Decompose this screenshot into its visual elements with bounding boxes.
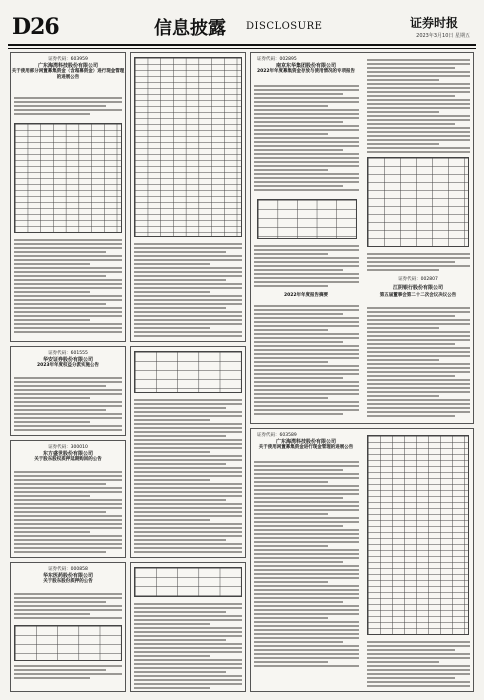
body-text <box>14 593 122 621</box>
notice-header: 证券代码：603589 <box>257 433 297 438</box>
issue-date-line: 2023年3月10日 星期五 <box>416 33 470 39</box>
notice-title: 2022年年度报告摘要 <box>283 293 329 298</box>
notice-block <box>10 346 126 436</box>
body-text <box>134 603 242 691</box>
notice-header: 证券代码：601555 <box>48 351 88 356</box>
masthead-rule <box>8 44 476 46</box>
notice-title: 2022年年度募集资金存放与使用情况的专项报告 <box>256 69 356 74</box>
body-text <box>367 641 470 689</box>
masthead <box>8 8 476 44</box>
notice-company: 华东医药股份有限公司 <box>42 573 93 579</box>
body-text <box>367 253 470 273</box>
notice-company: 江阴银行股份有限公司 <box>392 285 443 291</box>
body-text <box>254 245 359 289</box>
notice-title: 关于使用闲置募集资金进行现金管理的进展公告 <box>258 445 354 450</box>
notice-header: 证券代码：300010 <box>48 445 88 450</box>
notice-block <box>10 562 126 692</box>
section-title: 信息披露 <box>154 18 226 39</box>
data-table <box>134 567 242 597</box>
section-title-en: DISCLOSURE <box>246 21 323 32</box>
body-text <box>254 305 359 417</box>
notice-title: 关于股东股权质押延期购回的公告 <box>34 457 102 462</box>
data-table <box>257 199 357 239</box>
body-text <box>14 97 122 117</box>
notice-title: 第五届董事会第二十二次会议决议公告 <box>379 293 457 298</box>
notice-company: 华安证券股份有限公司 <box>42 357 93 363</box>
body-text <box>254 461 359 669</box>
data-table <box>14 625 122 661</box>
newspaper-logo: 证券时报 <box>409 16 458 30</box>
body-text <box>14 471 122 555</box>
notice-title: 关于使用部分闲置募集资金（含超募资金）进行现金管理的进展公告 <box>11 69 125 80</box>
body-text <box>14 239 122 335</box>
notice-title: 2023年年度权益分派实施公告 <box>36 363 100 368</box>
notice-company: 广东海湾科技股份有限公司 <box>275 439 336 445</box>
newspaper-page <box>8 8 476 692</box>
body-text <box>134 399 242 555</box>
notice-block <box>130 562 246 692</box>
notice-block <box>250 52 474 424</box>
data-table <box>367 435 469 635</box>
notice-title: 关于股东股份质押的公告 <box>43 579 93 584</box>
notice-block <box>10 440 126 558</box>
notice-header: 证券代码：002895 <box>257 57 297 62</box>
notice-company: 广东海湾科技股份有限公司 <box>37 63 98 69</box>
masthead-rule-thin <box>8 48 476 49</box>
notice-block <box>250 428 474 692</box>
notice-company: 东方盛世股份有限公司 <box>42 451 93 457</box>
body-text <box>254 85 359 193</box>
notice-block <box>130 52 246 342</box>
body-text <box>134 243 242 339</box>
data-table <box>367 157 469 247</box>
notice-header: 证券代码：002807 <box>398 277 438 282</box>
body-text <box>14 665 122 681</box>
notice-header: 证券代码：603959 <box>48 57 88 62</box>
body-text <box>14 377 122 433</box>
notice-block <box>130 346 246 558</box>
data-table <box>14 123 122 233</box>
notice-block <box>10 52 126 342</box>
notice-company: 南京东华集团股份有限公司 <box>275 63 336 69</box>
body-text <box>367 307 470 419</box>
page-number: D26 <box>12 14 59 40</box>
data-table <box>134 57 242 237</box>
notice-header: 证券代码：000858 <box>48 567 88 572</box>
body-text <box>367 59 470 155</box>
data-table <box>134 351 242 393</box>
